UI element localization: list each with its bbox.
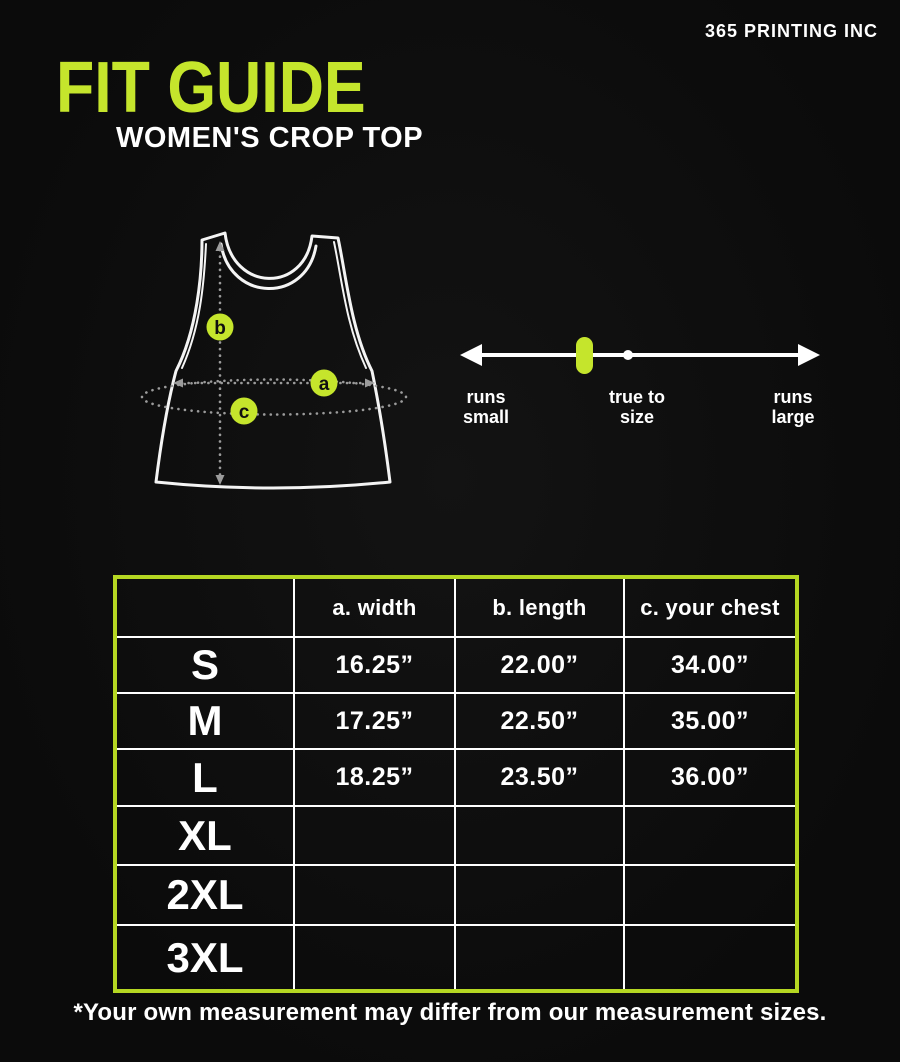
crop-top-diagram bbox=[120, 200, 460, 530]
size-label: XL bbox=[115, 806, 294, 865]
width-value bbox=[294, 925, 455, 991]
table-row-s bbox=[115, 637, 797, 693]
width-value bbox=[294, 806, 455, 865]
size-label: M bbox=[115, 693, 294, 749]
header-cell-chest: c. your chest bbox=[624, 577, 797, 637]
table-row-2xl bbox=[115, 865, 797, 925]
table-row-m bbox=[115, 693, 797, 749]
fit-indicator-marker bbox=[576, 337, 593, 374]
page-title: FIT GUIDE bbox=[56, 48, 366, 128]
width-value: 17.25” bbox=[294, 693, 455, 749]
chest-value: 35.00” bbox=[624, 693, 797, 749]
header-cell-length: b. length bbox=[455, 577, 624, 637]
table-row-l bbox=[115, 749, 797, 806]
chest-value bbox=[624, 806, 797, 865]
marker-c-label: c bbox=[238, 402, 250, 423]
width-value: 16.25” bbox=[294, 637, 455, 693]
size-label: 3XL bbox=[115, 925, 294, 991]
length-value: 22.50” bbox=[455, 693, 624, 749]
width-value: 18.25” bbox=[294, 749, 455, 806]
scale-label-line: true to bbox=[609, 387, 665, 407]
table-header-row bbox=[115, 577, 797, 637]
length-value bbox=[455, 865, 624, 925]
chest-value: 36.00” bbox=[624, 749, 797, 806]
table-row-xl bbox=[115, 806, 797, 865]
scale-label-line: large bbox=[771, 407, 815, 428]
scale-label-line: small bbox=[462, 407, 510, 428]
length-value: 22.00” bbox=[455, 637, 624, 693]
header-cell-width: a. width bbox=[294, 577, 455, 637]
chest-value bbox=[624, 925, 797, 991]
size-label: L bbox=[115, 749, 294, 806]
true-to-size-tick bbox=[623, 350, 633, 360]
scale-label-runs-small bbox=[463, 387, 509, 427]
chest-value bbox=[624, 865, 797, 925]
chest-value: 34.00” bbox=[624, 637, 797, 693]
fit-scale bbox=[455, 332, 825, 378]
width-value bbox=[294, 865, 455, 925]
page-subtitle: WOMEN'S CROP TOP bbox=[116, 122, 424, 154]
size-label: 2XL bbox=[115, 865, 294, 925]
length-value: 23.50” bbox=[455, 749, 624, 806]
size-label: S bbox=[115, 637, 294, 693]
length-value bbox=[455, 925, 624, 991]
size-table bbox=[113, 575, 799, 993]
scale-label-line: runs bbox=[466, 387, 506, 407]
scale-label-line: runs bbox=[773, 387, 813, 407]
scale-arrow-right-icon bbox=[798, 344, 820, 366]
collar-seam-line bbox=[221, 244, 316, 289]
length-value bbox=[455, 806, 624, 865]
marker-a-label: a bbox=[318, 374, 330, 395]
table-row-3xl bbox=[115, 925, 797, 991]
arrow-down-icon bbox=[216, 475, 225, 485]
marker-b-label: b bbox=[214, 318, 226, 339]
brand-name: 365 PRINTING INC bbox=[704, 21, 878, 41]
header-cell-empty bbox=[115, 577, 294, 637]
crop-top-outline bbox=[156, 233, 390, 488]
scale-label-true-to-size bbox=[609, 387, 665, 427]
scale-label-runs-large bbox=[771, 387, 814, 427]
scale-label-line: size bbox=[619, 407, 655, 428]
arrow-up-icon bbox=[216, 241, 225, 251]
scale-arrow-left-icon bbox=[460, 344, 482, 366]
measurement-disclaimer: *Your own measurement may differ from our measurement sizes. bbox=[73, 999, 827, 1026]
